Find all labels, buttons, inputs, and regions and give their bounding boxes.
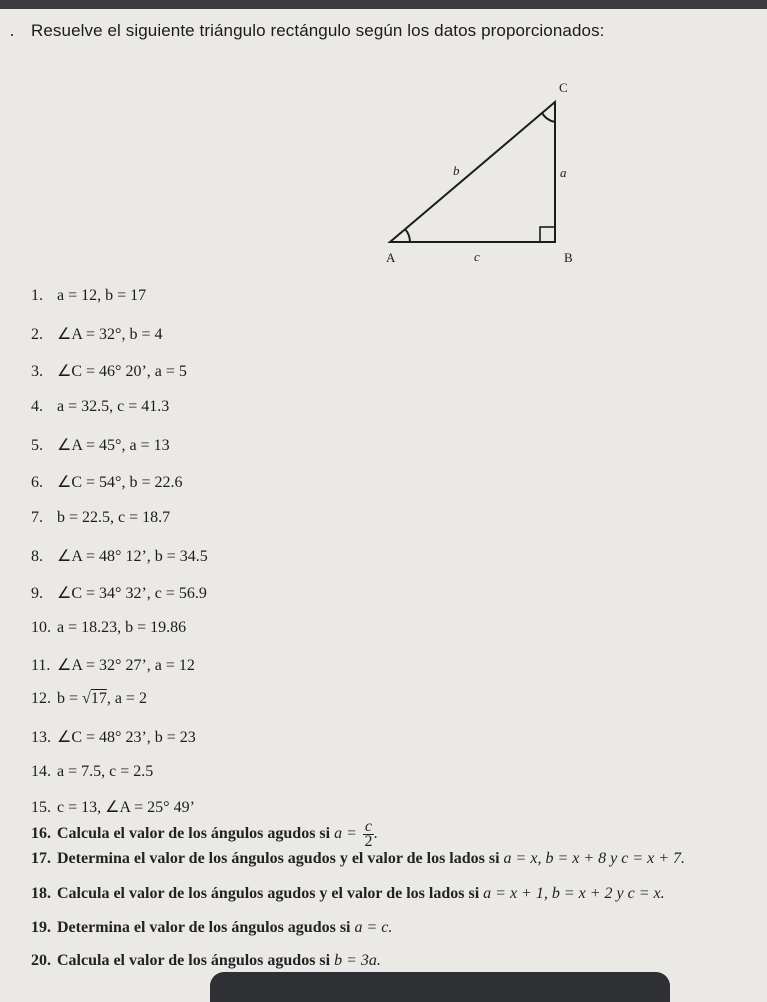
problem-item: 14. a = 7.5, c = 2.5 — [31, 763, 154, 780]
vertex-label-b: B — [564, 250, 573, 265]
word-problem-item: 18. Calcula el valor de los ángulos agudos y el valor de los lados si a = x + 1, b = x + 2 y c = x. — [31, 885, 665, 902]
bottom-edge-overlay — [210, 972, 670, 1002]
side-label-c: c — [474, 249, 480, 264]
problem-item: 6. ∠C = 54°, b = 22.6 — [31, 474, 183, 491]
vertex-label-c: C — [559, 80, 568, 95]
angle-c-arc — [542, 113, 555, 122]
word-problem-item: 19. Determina el valor de los ángulos agudos si a = c. — [31, 919, 393, 936]
problem-item: 10. a = 18.23, b = 19.86 — [31, 619, 187, 636]
side-label-b: b — [453, 163, 460, 178]
word-problem-item: 16. Calcula el valor de los ángulos agudos si a = $\frac{c}{2}$ . — [31, 818, 378, 850]
problem-item: 4. a = 32.5, c = 41.3 — [31, 398, 170, 415]
side-label-a: a — [560, 165, 567, 180]
problem-item: 5. ∠A = 45°, a = 13 — [31, 437, 170, 454]
problem-item: 7. b = 22.5, c = 18.7 — [31, 509, 171, 526]
bullet-mark: · — [9, 24, 15, 44]
right-angle-mark — [540, 227, 555, 242]
right-triangle-diagram — [380, 70, 610, 270]
problem-item: 3. ∠C = 46° 20’, a = 5 — [31, 363, 187, 380]
fraction-c-over-2: $\frac{c}{2}$ — [364, 818, 373, 850]
word-problem-item: 20. Calcula el valor de los ángulos agudos si b = 3a. — [31, 952, 381, 969]
sqrt-radicand: 17 — [90, 690, 107, 707]
problem-item: 2. ∠A = 32°, b = 4 — [31, 326, 163, 343]
triangle-outline — [390, 102, 555, 242]
vertex-label-a: A — [386, 250, 396, 265]
problem-item: 8. ∠A = 48° 12’, b = 34.5 — [31, 548, 208, 565]
top-edge-strip — [0, 0, 767, 9]
sqrt-symbol: √ — [82, 690, 91, 707]
problem-item: 13. ∠C = 48° 23’, b = 23 — [31, 729, 196, 746]
word-problem-item: 17. Determina el valor de los ángulos agudos y el valor de los lados si a = x, b = x + 8 y c = x + 7. — [31, 850, 686, 867]
problem-item: 15. c = 13, ∠A = 25° 49’ — [31, 799, 195, 816]
problem-item: 11. ∠A = 32° 27’, a = 12 — [31, 657, 195, 674]
problem-item: 12. b = √17, a = 2 — [31, 690, 147, 707]
problem-item: 1. a = 12, b = 17 — [31, 287, 147, 304]
problem-item: 9. ∠C = 34° 32’, c = 56.9 — [31, 585, 207, 602]
instruction-heading: Resuelve el siguiente triángulo rectángulo según los datos proporcionados: — [31, 21, 605, 40]
angle-a-arc — [405, 229, 410, 242]
